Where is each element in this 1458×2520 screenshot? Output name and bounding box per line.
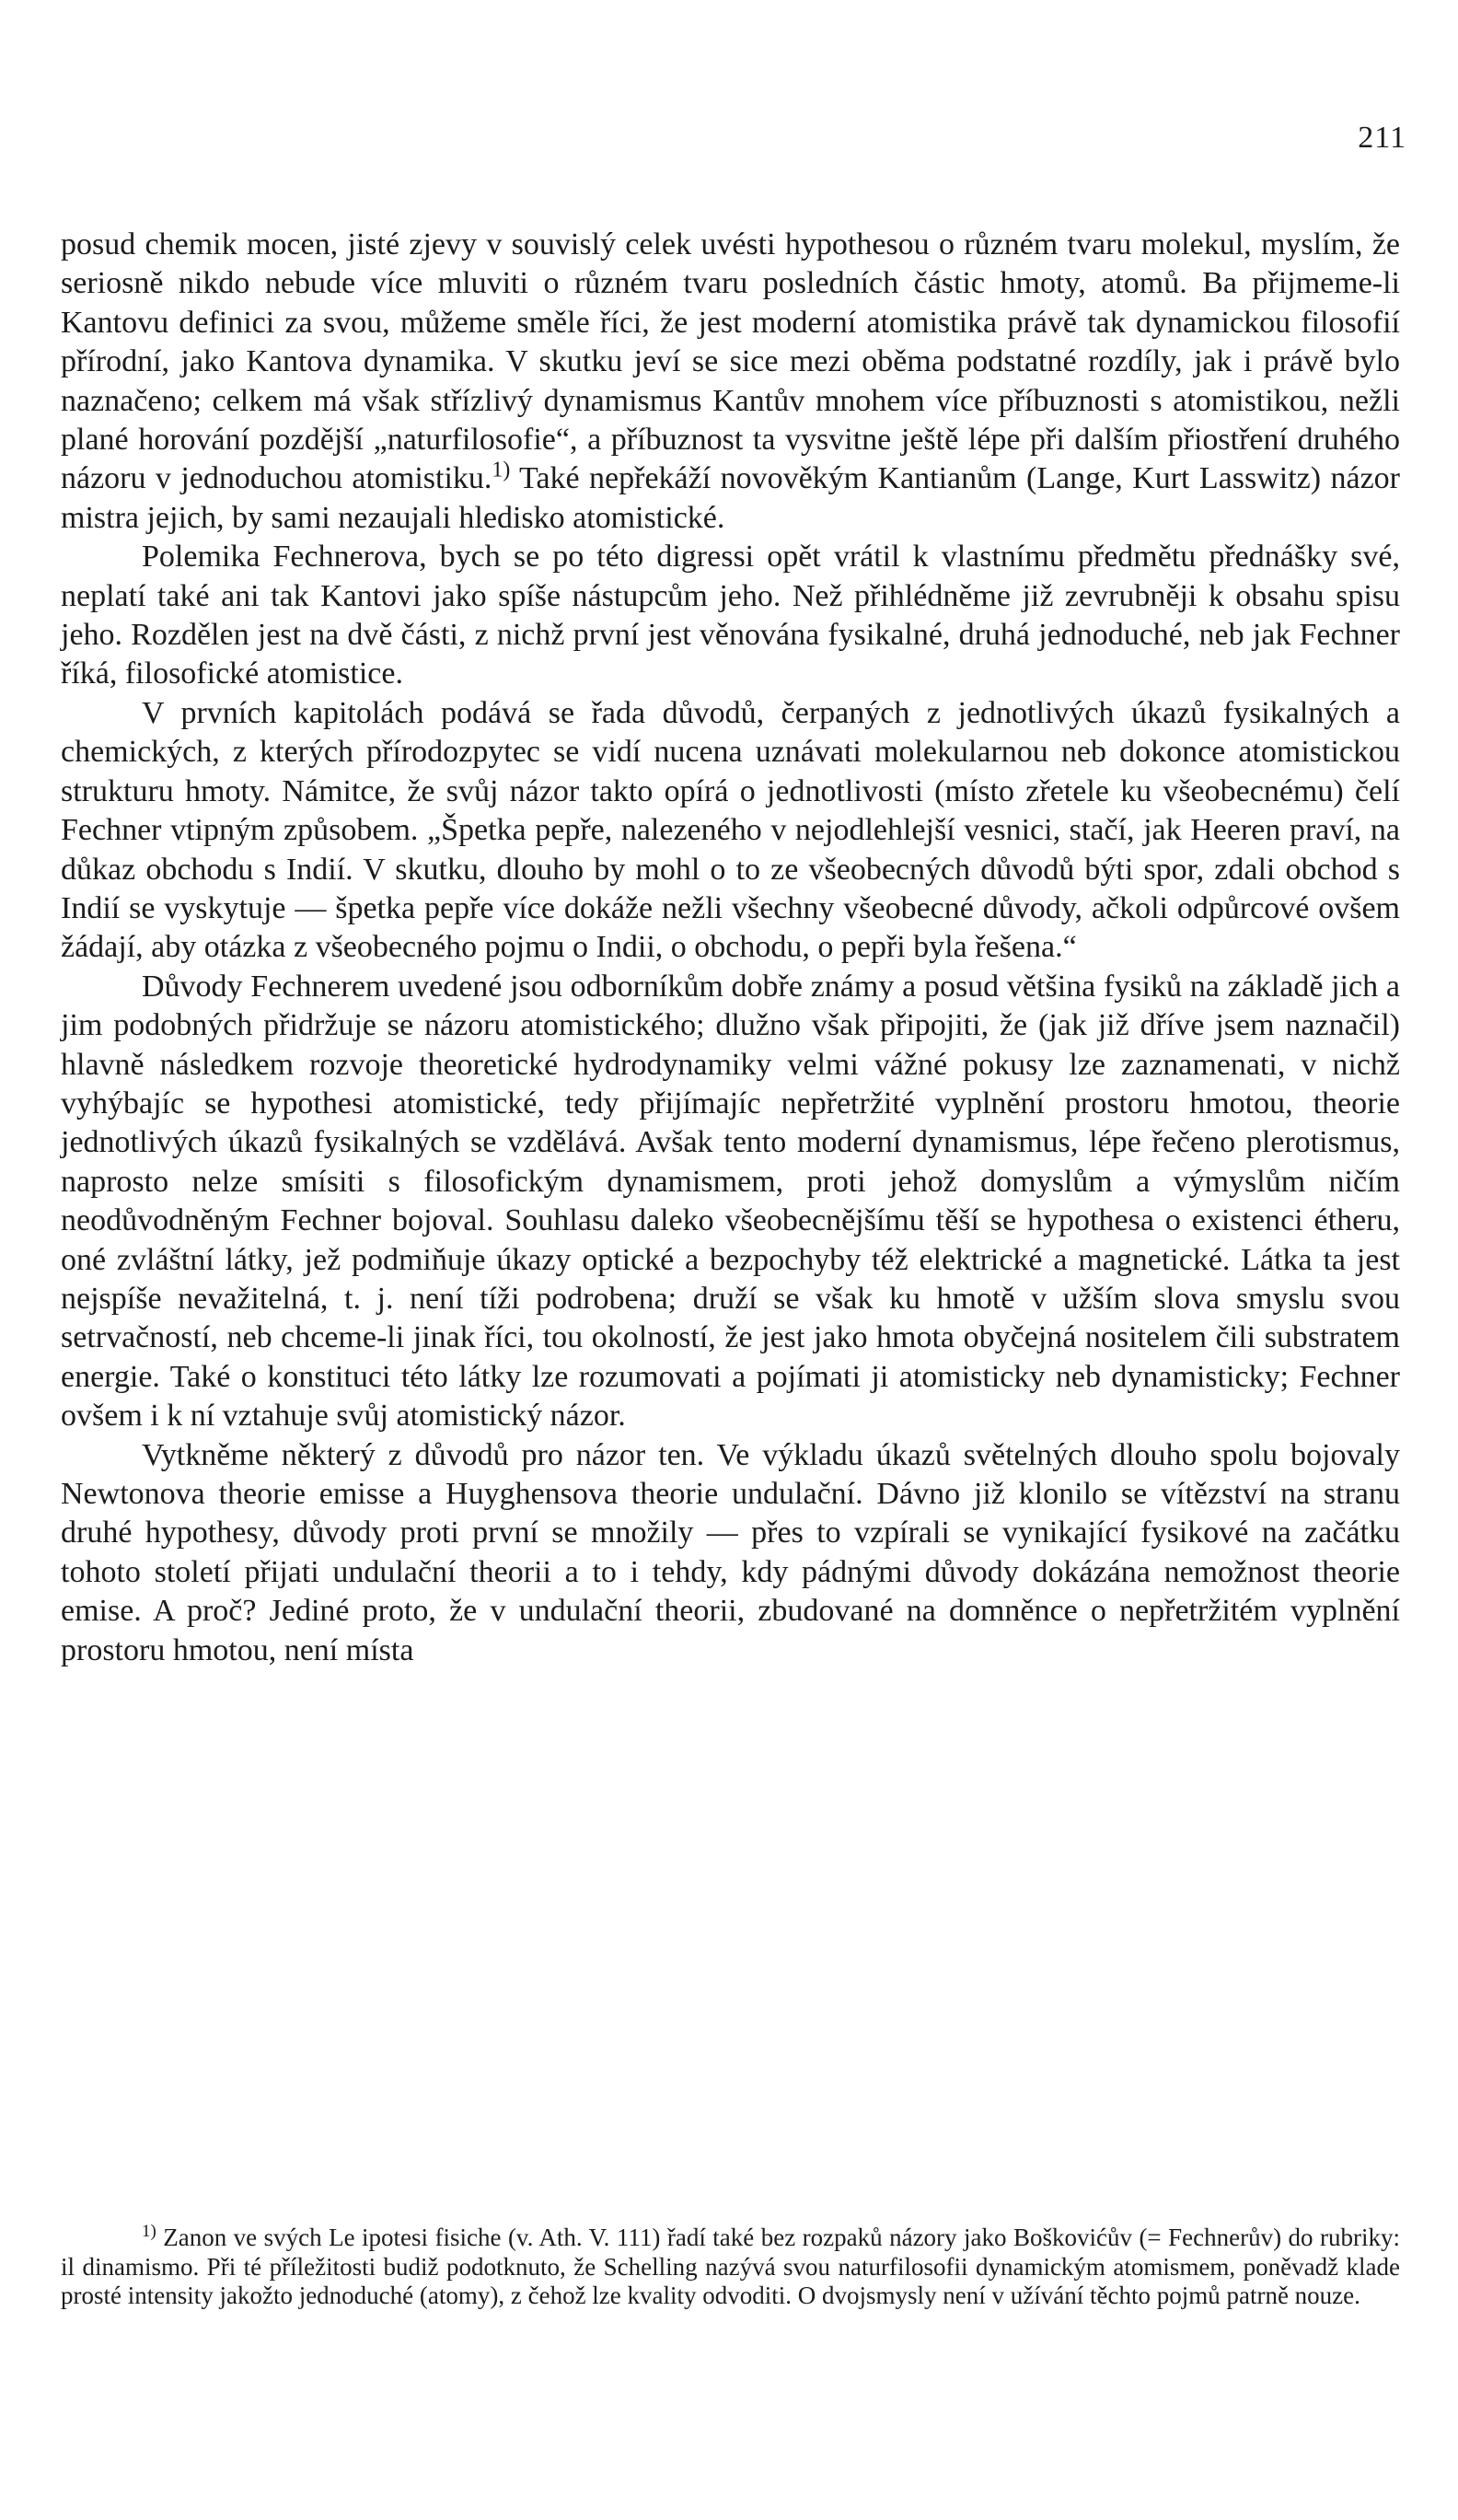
paragraph: Důvody Fechnerem uvedené jsou odborníkům dobře známy a posud většina fysiků na základě jich a jim podobných přidržuje se názoru atomistického; dlužno však připojiti, že (jak již dříve jsem naznačil) hlavně následkem rozvoje theoretické hydrodynamiky velmi vážné pokusy lze zaznamenati, v nichž vyhýbajíc se hypothesi atomistické, tedy přijímajíc nepřetržité vyplnění prostoru hmotou, theorie jednotlivých úkazů fysikalných se vzdělává. Avšak tento moderní dynamismus, lépe řečeno plerotismus, naprosto nelze smísiti s filosofickým dynamismem, proti jehož domyslům a výmyslům ničím neodůvodněným Fechner bojoval. Souhlasu daleko všeobecnějšímu těší se hypothesa o existenci étheru, oné zvláštní látky, jež podmiňuje úkazy optické a bezpochyby též elektrické a magnetické. Látka ta jest nejspíše nevažitelná, t. j. není tíži podrobena; druží se však ku hmotě v užším slova smyslu svou setrvačností, neb chceme-li jinak říci, tou okolností, že jest jako hmota obyčejná nositelem čili substratem energie. Také o konstituci této látky lze rozumovati a pojímati ji atomisticky neb dynamisticky; Fechner ovšem i k ní vztahuje svůj atomistický názor. [61, 969, 1400, 1434]
paragraph: V prvních kapitolách podává se řada důvodů, čerpaných z jednotlivých úkazů fysikalných a chemických, z kterých přírodozpytec se vidí nucena uznávati molekularnou neb dokonce atomistickou strukturu hmoty. Námitce, že svůj názor takto opírá o jednotlivosti (místo zřetele ku všeobecnému) čelí Fechner vtipným způsobem. „Špetka pepře, nalezeného v nejodlehlejší vesnici, stačí, jak Heeren praví, na důkaz obchodu s Indií. V skutku, dlouho by mohl o to ze všeobecných důvodů býti spor, zdali obchod s Indií se vyskytuje — špetka pepře více dokáže nežli všechny všeobecné důvody, ačkoli odpůrcové ovšem žádají, aby otázka z všeobecného pojmu o Indii, o obchodu, o pepři byla řešena.“ [61, 695, 1400, 965]
paragraph-text: Také nepřekáží novověkým Kantianům (Lange, Kurt Lasswitz) názor mistra jejich, by sami nezaujali hledisko atomistické. [61, 461, 1400, 535]
main-text [61, 226, 1400, 1670]
paragraph: Polemika Fechnerova, bych se po této digressi opět vrátil k vlastnímu předmětu přednášky své, neplatí také ani tak Kantovi jako spíše nástupcům jeho. Než přihlédněme již zevrubněji k obsahu spisu jeho. Rozdělen jest na dvě části, z nichž první jest věnována fysikalné, druhá jednoduché, neb jak Fechner říká, filosofické atomistice. [61, 540, 1400, 691]
footnotes [61, 2224, 1400, 2311]
paragraph-text: posud chemik mocen, jisté zjevy v souvislý celek uvésti hypothesou o různém tvaru molekul, myslím, že seriosně nikdo nebude více mluviti o různém tvaru posledních částic hmoty, atomů. Ba přijmeme-li Kantovu definici za svou, můžeme směle říci, že jest moderní atomistika právě tak dynamickou filosofií přírodní, jako Kantova dynamika. V skutku jeví se sice mezi oběma podstatné rozdíly, jak i právě bylo naznačeno; celkem má však střízlivý dynamismus Kantův mnohem více příbuznosti s atomistikou, nežli plané horování pozdější „naturfilosofie“, a příbuznost ta vysvitne ještě lépe při dalším přiostření druhého názoru v jednoduchou atomistiku. [61, 227, 1400, 496]
paragraph [61, 226, 1400, 538]
footnote-text: Zanon ve svých Le ipotesi fisiche (v. Ath. V. 111) řadí také bez rozpaků názory jako Boškovićův (= Fechnerův) do rubriky: il dinamismo. Při té příležitosti budiž podotknuto, že Schelling nazývá svou naturfilosofii dynamickým atomismem, poněvadž klade prosté intensity jakožto jednoduché (atomy), z čehož lze kvality odvoditi. O dvojsmysly není v užívání těchto pojmů patrně nouze. [61, 2224, 1401, 2309]
footnote-mark: 1) [142, 2222, 156, 2241]
paragraph: Vytkněme některý z důvodů pro názor ten. Ve výkladu úkazů světelných dlouho spolu bojovaly Newtonova theorie emisse a Huyghensova theorie undulační. Dávno již klonilo se vítězství na stranu druhé hypothesy, důvody proti první se množily — přes to vzpírali se vynikající fysikové na začátku tohoto století přijati undulační theorii a to i tehdy, kdy pádnými důvody dokázána nemožnost theorie emise. A proč? Jediné proto, že v undulační theorii, zbudované na domněnce o nepřetržitém vyplnění prostoru hmotou, není místa [61, 1437, 1400, 1667]
page-number: 211 [1358, 121, 1406, 155]
footnote-reference: 1) [492, 459, 511, 483]
footnote [61, 2224, 1400, 2311]
